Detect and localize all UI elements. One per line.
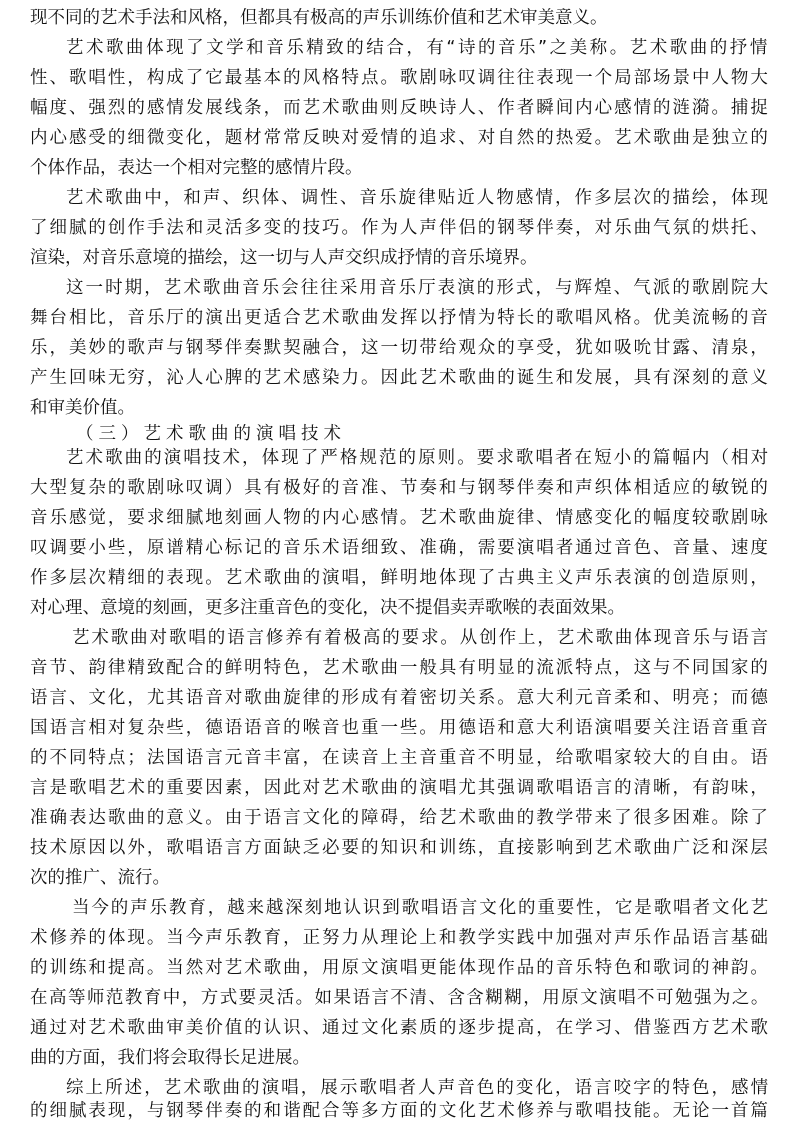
text-line: 术修养的体现。当今声乐教育，正努力从理论上和教学实践中加强对声乐作品语言基础 [30, 928, 770, 948]
paragraph-first-line: 这一时期，艺术歌曲音乐会往往采用音乐厅表演的形式，与辉煌、气派的歌剧院大 [66, 278, 770, 298]
text-line: 次的推广、流行。 [30, 868, 170, 888]
text-line: 渲染，对音乐意境的描绘，这一切与人声交织成抒情的音乐境界。 [30, 248, 538, 268]
text-line: 对心理、意境的刻画，更多注重音色的变化，决不提倡卖弄歌喉的表面效果。 [30, 598, 625, 618]
text-line: 舞台相比，音乐厅的演出更适合艺术歌曲发挥以抒情为特长的歌唱风格。优美流畅的音 [30, 308, 770, 328]
text-line: 大型复杂的歌剧咏叹调）具有极好的音准、节奏和与钢琴伴奏和声织体相适应的敏锐的 [30, 478, 770, 498]
text-line: 的不同特点；法国语言元音丰富，在读音上主音重音不明显，给歌唱家较大的自由。语 [30, 748, 770, 768]
text-line: 乐，美妙的歌声与钢琴伴奏默契融合，这一切带给观众的享受，犹如吸吮甘露、清泉， [30, 338, 770, 358]
text-line: 技术原因以外，歌唱语言方面缺乏必要的知识和训练，直接影响到艺术歌曲广泛和深层 [30, 838, 770, 858]
text-line: 性、歌唱性，构成了它最基本的风格特点。歌剧咏叹调往往表现一个局部场景中人物大 [30, 68, 770, 88]
text-line: 叹调要小些，原谱精心标记的音乐术语细致、准确，需要演唱者通过音色、音量、速度 [30, 538, 770, 558]
section-heading: （三）艺术歌曲的演唱技术 [76, 424, 346, 444]
paragraph-first-line: 当今的声乐教育，越来越深刻地认识到歌唱语言文化的重要性，它是歌唱者文化艺 [72, 898, 770, 918]
text-line: 幅度、强烈的感情发展线条，而艺术歌曲则反映诗人、作者瞬间内心感情的涟漪。捕捉 [30, 98, 770, 118]
text-line: 准确表达歌曲的意义。由于语言文化的障碍，给艺术歌曲的教学带来了很多困难。除了 [30, 808, 770, 828]
text-line: 内心感受的细微变化，题材常常反映对爱情的追求、对自然的热爱。艺术歌曲是独立的 [30, 128, 770, 148]
text-line: 音节、韵律精致配合的鲜明特色，艺术歌曲一般具有明显的流派特点，这与不同国家的 [30, 658, 770, 678]
text-line: 的训练和提高。当然对艺术歌曲，用原文演唱更能体现作品的音乐特色和歌词的神韵。 [30, 958, 770, 978]
text-line: 音乐感觉，要求细腻地刻画人物的内心感情。艺术歌曲旋律、情感变化的幅度较歌剧咏 [30, 508, 770, 528]
text-line: 个体作品，表达一个相对完整的感情片段。 [30, 158, 363, 178]
text-line: 产生回味无穷，沁人心脾的艺术感染力。因此艺术歌曲的诞生和发展，具有深刻的意义 [30, 368, 770, 388]
text-line: 现不同的艺术手法和风格，但都具有极高的声乐训练价值和艺术审美意义。 [30, 8, 608, 28]
text-line: 的细腻表现，与钢琴伴奏的和谐配合等多方面的文化艺术修养与歌唱技能。无论一首篇 [30, 1101, 770, 1121]
paragraph-first-line: 艺术歌曲体现了文学和音乐精致的结合，有“诗的音乐”之美称。艺术歌曲的抒情 [66, 38, 770, 58]
text-line: 曲的方面，我们将会取得长足进展。 [30, 1048, 310, 1068]
text-line: 了细腻的创作手法和灵活多变的技巧。作为人声伴侣的钢琴伴奏，对乐曲气氛的烘托、 [30, 218, 770, 238]
paragraph-first-line: 艺术歌曲中，和声、织体、调性、音乐旋律贴近人物感情，作多层次的描绘，体现 [66, 188, 770, 208]
text-line: 在高等师范教育中，方式要灵活。如果语言不清、含含糊糊，用原文演唱不可勉强为之。 [30, 988, 770, 1008]
text-line: 国语言相对复杂些，德语语音的喉音也重一些。用德语和意大利语演唱要关注语音重音 [30, 718, 770, 738]
text-line: 通过对艺术歌曲审美价值的认识、通过文化素质的逐步提高，在学习、借鉴西方艺术歌 [30, 1018, 770, 1038]
text-line: 言是歌唱艺术的重要因素，因此对艺术歌曲的演唱尤其强调歌唱语言的清晰，有韵味， [30, 778, 770, 798]
text-line: 语言、文化，尤其语音对歌曲旋律的形成有着密切关系。意大利元音柔和、明亮；而德 [30, 688, 770, 708]
paragraph-first-line: 艺术歌曲对歌唱的语言修养有着极高的要求。从创作上，艺术歌曲体现音乐与语言 [72, 628, 770, 648]
text-line: 和审美价值。 [30, 398, 135, 418]
paragraph-first-line: 艺术歌曲的演唱技术，体现了严格规范的原则。要求歌唱者在短小的篇幅内（相对 [66, 448, 770, 468]
text-line: 作多层次精细的表现。艺术歌曲的演唱，鲜明地体现了古典主义声乐表演的创造原则， [30, 568, 770, 588]
paragraph-first-line: 综上所述，艺术歌曲的演唱，展示歌唱者人声音色的变化，语言咬字的特色，感情 [66, 1078, 770, 1098]
